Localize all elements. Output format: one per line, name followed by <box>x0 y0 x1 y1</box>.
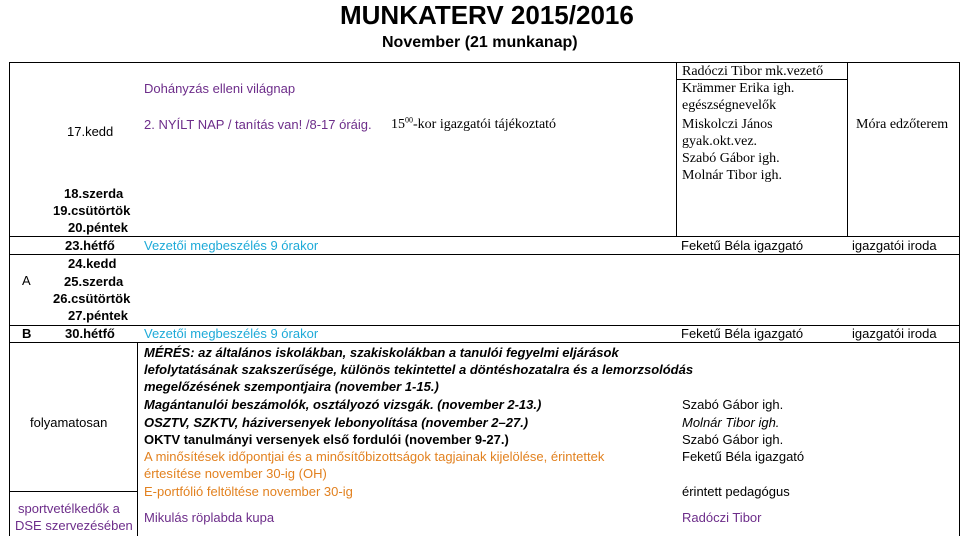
week-b-label: B <box>22 326 32 341</box>
sport-label-divider <box>9 491 137 492</box>
event-leaders-meeting-23: Vezetői megbeszélés 9 órakor <box>144 238 319 253</box>
date-23: 23.hétfő <box>65 238 115 253</box>
meres-line-2: lefolytatásának szakszerűsége, különös tekintettel a döntéshozatalra és a lemorzsolódás <box>144 362 694 377</box>
person-radoczi: Radóczi Tibor mk.vezető <box>682 64 824 79</box>
person-fekete-23: Feketű Béla igazgató <box>681 238 804 253</box>
row-divider-24 <box>9 254 959 255</box>
person-krammer: Krämmer Erika igh. <box>682 81 795 96</box>
portfolio-item: E-portfólió feltöltése november 30-ig <box>144 484 353 499</box>
oktv-person: Szabó Gábor igh. <box>682 432 784 447</box>
date-27: 27.péntek <box>68 308 128 323</box>
sport-label-line-1: sportvetélkedők a <box>18 501 120 516</box>
exam-person: Szabó Gábor igh. <box>682 397 784 412</box>
event-principal-briefing <box>391 117 556 133</box>
location-mora-gym: Móra edzőterem <box>856 117 949 132</box>
date-19: 19.csütörtök <box>53 203 131 218</box>
person-molnar: Molnár Tibor igh. <box>682 168 782 183</box>
date-25: 25.szerda <box>64 274 124 289</box>
page-title: MUNKATERV 2015/2016 <box>340 0 634 30</box>
table-top-border <box>9 62 959 63</box>
event-open-day: 2. NYÍLT NAP / tanítás van! /8-17 óráig. <box>144 117 372 132</box>
table-left-border <box>9 62 10 536</box>
briefing-minutes: 00 <box>405 115 413 125</box>
row-divider-23 <box>9 236 959 237</box>
date-30: 30.hétfő <box>65 326 115 341</box>
date-26: 26.csütörtök <box>53 291 131 306</box>
briefing-text: -kor igazgatói tájékoztató <box>413 117 557 132</box>
sport-event: Mikulás röplabda kupa <box>144 510 275 525</box>
briefing-hour: 15 <box>391 117 405 132</box>
location-column-divider <box>847 62 848 236</box>
date-20: 20.péntek <box>68 220 128 235</box>
date-18: 18.szerda <box>64 186 124 201</box>
event-no-smoking-day: Dohányzás elleni világnap <box>144 81 296 96</box>
date-24: 24.kedd <box>68 256 117 271</box>
row-divider-continuous <box>9 342 959 343</box>
sport-person: Radóczi Tibor <box>682 510 762 525</box>
location-office-23: igazgatói iroda <box>852 238 937 253</box>
date-17: 17.kedd <box>67 124 114 139</box>
week-a-label: A <box>22 273 31 288</box>
person-miskolczi: Miskolczi János <box>682 117 773 132</box>
osztv-item: OSZTV, SZKTV, háziversenyek lebonyolítása (november 2–27.) <box>144 415 529 430</box>
label-column-divider <box>137 342 138 536</box>
portfolio-person: érintett pedagógus <box>682 484 790 499</box>
meres-line-3: megelőzésének szempontjaira (november 1-15.) <box>144 379 439 394</box>
person-practice-leader: gyak.okt.vez. <box>682 134 758 149</box>
person-column-divider <box>676 62 677 236</box>
event-leaders-meeting-30: Vezetői megbeszélés 9 órakor <box>144 326 319 341</box>
person-health-educators: egészségnevelők <box>682 98 777 113</box>
location-office-30: igazgatói iroda <box>852 326 937 341</box>
person-fekete-30: Feketű Béla igazgató <box>681 326 804 341</box>
continuous-label: folyamatosan <box>30 415 108 430</box>
meres-line-1: MÉRÉS: az általános iskolákban, szakiskolákban a tanulói fegyelmi eljárások <box>144 345 619 360</box>
exam-item: Magántanulói beszámolók, osztályozó vizsgák. (november 2-13.) <box>144 397 542 412</box>
qualification-line-1: A minősítések időpontjai és a minősítőbizottságok tagjainak kijelölése, érintettek <box>144 449 605 464</box>
sport-label-line-2: DSE szervezésében <box>15 518 133 533</box>
qualification-line-2: értesítése november 30-ig (OH) <box>144 466 327 481</box>
osztv-person: Molnár Tibor igh. <box>682 415 780 430</box>
oktv-item: OKTV tanulmányi versenyek első fordulói (november 9-27.) <box>144 432 509 447</box>
person-szabo: Szabó Gábor igh. <box>682 151 780 166</box>
page-subtitle: November (21 munkanap) <box>382 34 578 51</box>
qualification-person: Feketű Béla igazgató <box>682 449 805 464</box>
